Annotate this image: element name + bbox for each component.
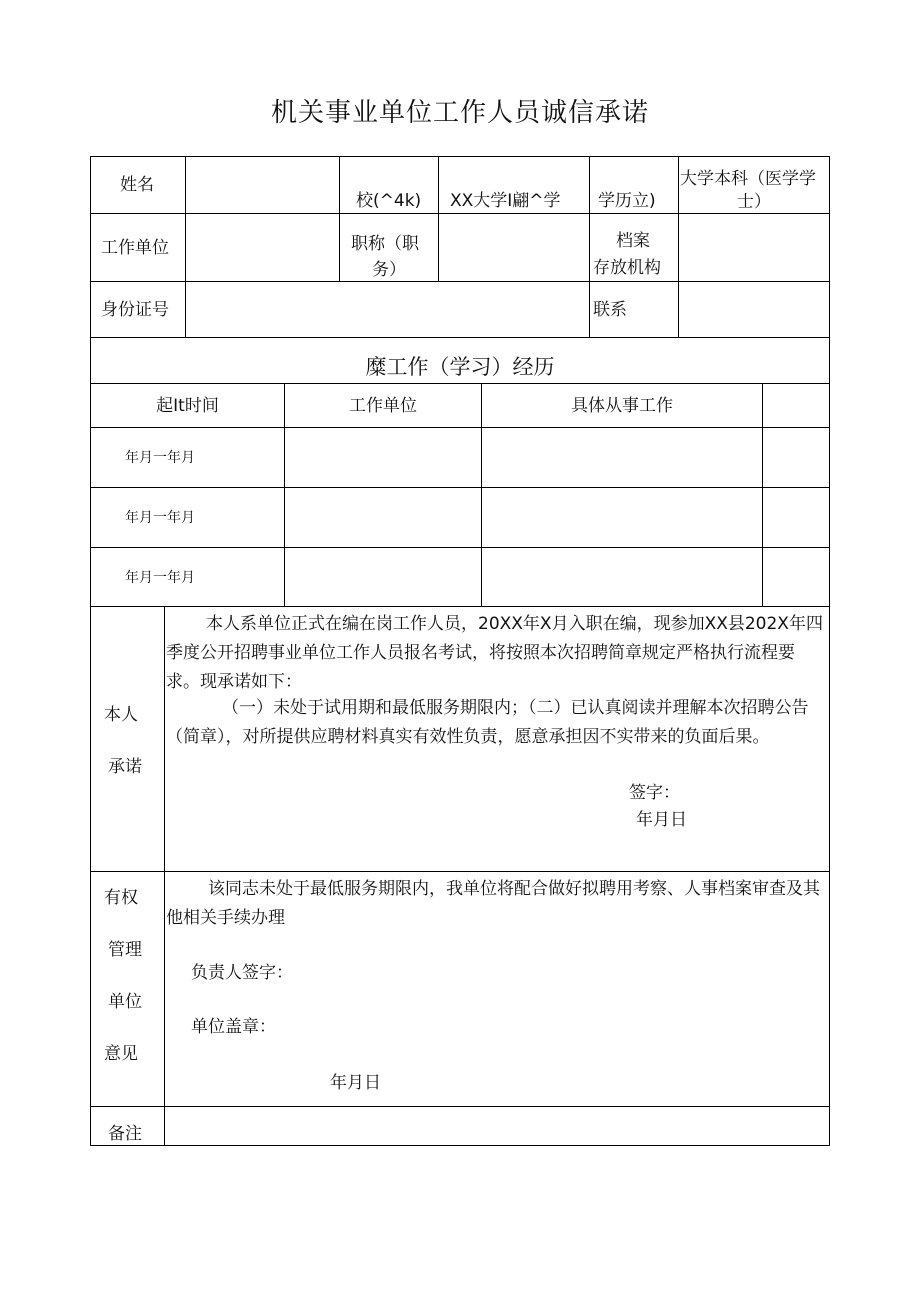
- pledge-paragraph-2: （一）未处于试用期和最低服务期限内；（二）已认真阅读并理解本次招聘公告（简章），对所提供应聘材料真实有效性负责，愿意承担因不实带来的负面后果。: [166, 698, 809, 747]
- table-line: [90, 871, 830, 872]
- table-line: [339, 156, 340, 281]
- authority-label-line1: 有权: [104, 888, 138, 908]
- history-row-period: 年月一年月: [125, 450, 195, 466]
- history-header-time: 起It时间: [156, 396, 219, 416]
- table-line: [90, 281, 830, 282]
- table-line: [90, 427, 830, 428]
- contact-label: 联系: [593, 300, 627, 320]
- pledge-paragraph-1: 本人系单位正式在编在岗工作人员，20XX年X月入职在编，现参加XX县202X年四季度公开招聘事业单位工作人员报名考试，将按照本次招聘简章规定严格执行流程要求。现承诺如下：: [166, 614, 823, 692]
- table-line: [762, 383, 763, 606]
- page-title: 机关事业单位工作人员诚信承诺: [270, 98, 649, 128]
- table-line: [589, 156, 590, 337]
- pledge-label-line1: 本人: [104, 705, 138, 725]
- degree-value-line1: 大学本科（医学学: [680, 169, 816, 189]
- history-section-title: 糜工作（学习）经历: [365, 355, 555, 379]
- id-number-label: 身份证号: [101, 300, 169, 320]
- table-line: [90, 1145, 830, 1146]
- table-line: [90, 337, 830, 338]
- table-line: [90, 487, 830, 488]
- archive-label-line2: 存放机构: [593, 258, 661, 278]
- table-line: [438, 156, 439, 281]
- table-line: [90, 383, 830, 384]
- leader-signature-label: 负责人签字：: [191, 963, 293, 983]
- authority-paragraph: 该同志未处于最低服务期限内，我单位将配合做好拟聘用考察、人事档案审查及其他相关手续办理: [166, 879, 820, 928]
- authority-date-label: 年月日: [330, 1073, 381, 1093]
- authority-label-line4: 意见: [104, 1044, 138, 1064]
- history-row-period: 年月一年月: [125, 510, 195, 526]
- school-value: XX大学I翩^学: [450, 191, 561, 211]
- table-line: [90, 606, 830, 607]
- pledge-signature-label: 签字：: [629, 783, 680, 803]
- job-title-label-line1: 职称（职: [351, 234, 419, 254]
- authority-label-line2: 管理: [108, 940, 142, 960]
- table-line: [185, 156, 186, 337]
- history-header-duty: 具体从事工作: [571, 396, 673, 416]
- school-label: 校(^4k): [356, 191, 422, 211]
- history-row-period: 年月一年月: [125, 570, 195, 586]
- table-line: [678, 156, 679, 337]
- unit-seal-label: 单位盖章：: [191, 1017, 276, 1037]
- table-line: [829, 156, 830, 1146]
- table-line: [90, 213, 830, 214]
- table-line: [90, 547, 830, 548]
- degree-value-line2: 士）: [737, 192, 771, 212]
- pledge-label-line2: 承诺: [108, 757, 142, 777]
- remarks-label: 备注: [108, 1124, 142, 1144]
- job-title-label-line2: 务）: [372, 260, 406, 280]
- table-line: [90, 156, 91, 1146]
- name-label: 姓名: [120, 175, 154, 195]
- table-line: [90, 156, 830, 157]
- degree-label: 学历立): [598, 191, 656, 211]
- archive-label-line1: 档案: [616, 231, 650, 251]
- table-line: [90, 1106, 830, 1107]
- table-line: [164, 606, 165, 1145]
- history-header-unit: 工作单位: [349, 396, 417, 416]
- work-unit-label: 工作单位: [101, 238, 169, 258]
- authority-label-line3: 单位: [108, 992, 142, 1012]
- pledge-date-label: 年月日: [636, 810, 687, 830]
